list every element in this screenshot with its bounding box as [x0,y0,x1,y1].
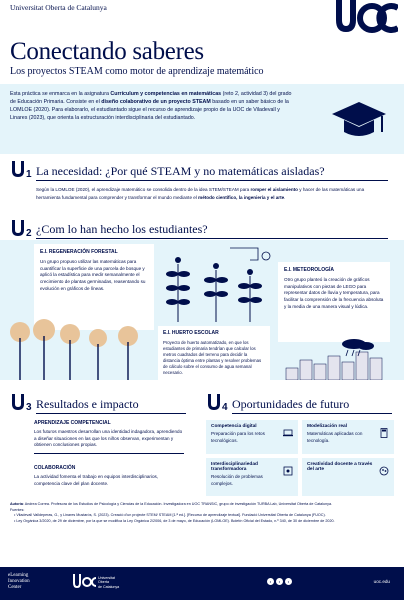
section-3-number [10,394,32,412]
section-1-divider [36,180,388,181]
future-modelizacion-title: Modelización real [307,424,347,429]
page-title: Conectando saberes [10,38,204,65]
case-meteorologia-card [278,262,390,342]
uoc-footer-name: Universitat Oberta de Catalunya [98,576,120,589]
social-icon[interactable]: • [267,578,274,585]
uoc-logo [332,0,398,40]
social-icon[interactable]: • [276,578,283,585]
future-creatividad-title: Creatividad docente a través del arte [307,462,373,472]
section-3-heading: Resultados e impacto [36,397,139,411]
future-interdisciplinariedad [206,458,298,496]
social-icons [267,578,292,585]
palette-icon [379,466,389,476]
result-colaboracion-title: COLABORACIÓN [34,465,76,471]
svg-text:4: 4 [222,402,228,412]
svg-text:1: 1 [26,169,32,179]
section-3-divider [36,413,186,414]
section-4-heading: Oportunidades de futuro [232,397,350,411]
section-2-heading: ¿Com lo han hecho los estudiantes? [36,222,208,236]
future-interdisciplinariedad-text: Resolución de problemas complejos. [211,474,263,486]
footer-bar [0,567,404,600]
reference-1: • Viladevall Valldeperas, G., y Linares Mustarós, S. (2023). Creació d'un projecte STEM/ STEAM [1.ª ed.]. [Recurso de aprendizaje textual]. Fundació Universitat Oberta de Catalunya (FUOC). [14,513,326,517]
weather-illustration [284,338,394,380]
svg-text:3: 3 [26,402,32,412]
section-4-number [206,394,228,412]
future-modelizacion-text: Matemáticas aplicadas con tecnología. [307,431,363,443]
uoc-footer-logo [72,574,96,592]
section-1-number [10,161,32,179]
result-aprendizaje-text: Los futuros maestros desarrollan una identidad indagadora, aprendiendo a diseñar situaciones en las que los niños observan, experimentan y obtienen conclusiones propias. [34,429,183,448]
case-huerto-card [158,326,270,380]
future-competencia-digital-title: Competencia digital [211,424,257,429]
page-subtitle: Los proyectos STEAM como motor de aprendizaje matemático [10,66,264,77]
reference-2: • Ley Orgánica 3/2020, de 29 de diciembre, por la que se modifica la Ley Orgánica 2/2006, de 3 de mayo, de Educación (LOMLOE). Boletín Oficial del Estado, n.º 340, de 30 de diciembre de 2020. [14,518,335,523]
case-huerto-title: E.I. HUERTO ESCOLAR [163,330,219,336]
puzzle-icon [283,466,293,476]
intro-text: Esta práctica se enmarca en la asignatura Currículum y competencias en matemáticas (reto 2, actividad 3) del grado de Educación Primaria. Consiste en el diseño colaborativo de un proyecto STEAM basado en un saber básico de la LOMLOE (2020). Para elaborarlo, el estudiantado sigue el recurso de aprendizaje propio de la UOC de Viladevall y Linares (2023), que orienta la estructuración interdisciplinaria del estudiantado. [10,91,292,121]
future-interdisciplinariedad-title: Interdisciplinariedad transformadora [211,462,258,472]
result-aprendizaje-title: APRENDIZAJE COMPETENCIAL [34,420,111,426]
social-icon[interactable]: • [285,578,292,585]
svg-text:2: 2 [26,228,32,238]
intro-panel [0,84,404,154]
result-aprendizaje [34,420,184,454]
future-creatividad [302,458,394,496]
section-2-divider [36,238,388,239]
case-forestal-text: Un grupo propuso utilizar las matemáticas para cuantificar la superficie de una parcela de bosque y aplicó la estadística para medir semanalmente el crecimiento de plantas germinadas, reasentando su evolución en gráficos de líneas. [40,259,146,291]
footer-references [10,502,394,524]
section-1-text: Según la LOMLOE (2020), el aprendizaje matemático se consolida dentro de la idea STEM/STEAM para romper el aislamiento y hacer de las matemáticas una herramienta fundamental para comprender y transformar el mundo mediante el método científico, la ingeniería y el arte. [36,187,365,200]
calculator-icon [379,428,389,438]
result-colaboracion-text: La actividad fomenta el trabajo en equipos interdisciplinarios, competencia clave del plan docente. [34,474,159,486]
trees-illustration [0,318,152,380]
graduation-cap-icon [330,98,388,142]
section-4-divider [232,413,392,414]
author-line: Autoría: Andrea Correa. Profesora de los Estudios de Psicología y Ciencias de la Educación. Investigadora en UOC TRANSIC, grupo de investigación TURBA Lab, Universitat Oberta de Catalunya. [10,502,333,506]
future-competencia-digital-text: Preparación para los retos tecnológicos. [211,431,265,443]
case-meteorologia-title: E.I. METEOROLOGÍA [284,267,335,273]
laptop-icon [283,428,293,438]
section-2-number [10,220,32,238]
future-competencia-digital [206,420,298,454]
case-huerto-text: Proyecto de huerto automatizado, en que los estudiantes de primaria tendrían que calcular los metros cuadrados del terreno para decidir la distancia óptima entre plantas y resolver problemas de cálculo sobre el consumo de agua semanal necesario. [163,340,262,375]
result-colaboracion [34,465,184,491]
website-link[interactable]: uoc.edu [373,579,390,584]
future-modelizacion [302,420,394,454]
elearning-center-logo: eLearning Innovation Center [8,573,30,590]
plants-illustration [158,244,274,324]
university-name: Universitat Oberta de Catalunya [10,3,107,12]
case-forestal-title: E.I. REGENERACIÓN FORESTAL [40,249,118,255]
section-1-heading: La necesidad: ¿Por qué STEAM y no matemáticas aisladas? [36,164,325,178]
sources-label: Fuentes: [10,507,25,512]
case-meteorologia-text: Otro grupo planteó la creación de gráficos manipulativos con piezas de LEGO para representar datos de lluvia y temperatura, para facilitar la comprensión de la frecuencia absoluta y la media de una manera visual y lúdica. [284,277,384,309]
